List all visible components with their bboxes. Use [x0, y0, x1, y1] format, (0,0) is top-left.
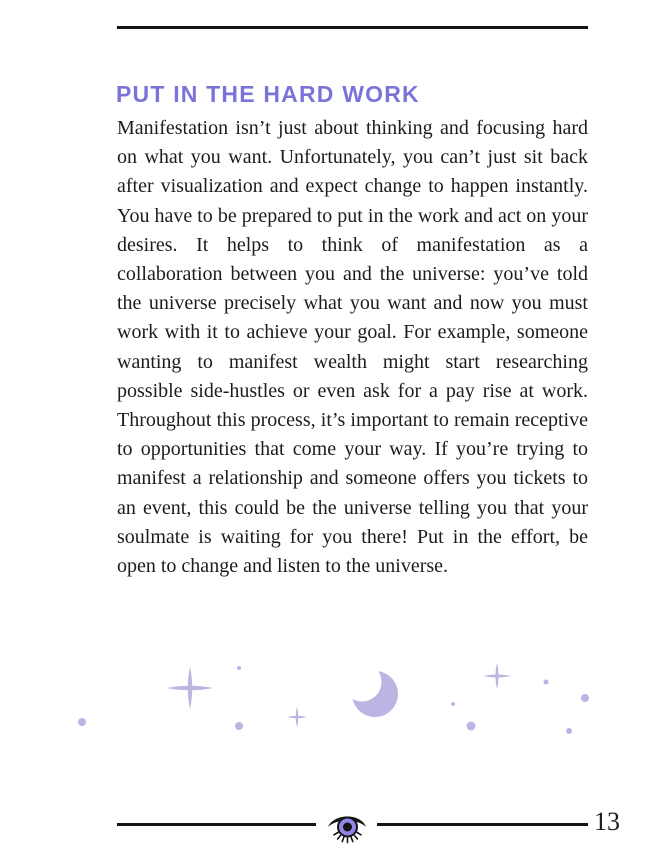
star-dot [235, 722, 243, 730]
star-dot [581, 694, 589, 702]
star-dot [78, 718, 86, 726]
star-dot [467, 722, 476, 731]
celestial-divider [0, 650, 663, 750]
page-number: 13 [594, 807, 620, 836]
sparkle-icon [167, 667, 213, 709]
star-dot [237, 666, 241, 670]
footer-rule-left [117, 823, 316, 826]
star-dot [544, 680, 549, 685]
star-dot [566, 728, 572, 734]
body-paragraph: Manifestation isn’t just about thinking and focusing hard on what you want. Unfortunately, you can’t just sit back after visualization and expect change to happen instantly. You have to be prepared to put in the work and act on your desires. It helps to think of manifestation as a collaboration between you and the universe: you’ve told the universe precisely what you want and now you must work with it to achieve your goal. For example, someone wanting to manifest wealth might start researching possible side-hustles or even ask for a pay rise at work. Throughout this process, it’s important to remain receptive to opportunities that come your way. If you’re trying to manifest a relationship and someone offers you tickets to an event, this could be the universe telling you that your soulmate is waiting for you there! Put in the effort, be open to change and listen to the universe. [117, 117, 588, 578]
celestial-divider-graphic [0, 650, 663, 750]
eye-icon [324, 806, 370, 846]
footer-rule-right [377, 823, 588, 826]
star-dot [451, 702, 455, 706]
sparkle-icon [483, 663, 511, 690]
sparkle-icon [287, 707, 307, 728]
section-heading: PUT IN THE HARD WORK [116, 81, 420, 107]
moon-icon [352, 671, 398, 717]
top-rule [117, 26, 588, 29]
